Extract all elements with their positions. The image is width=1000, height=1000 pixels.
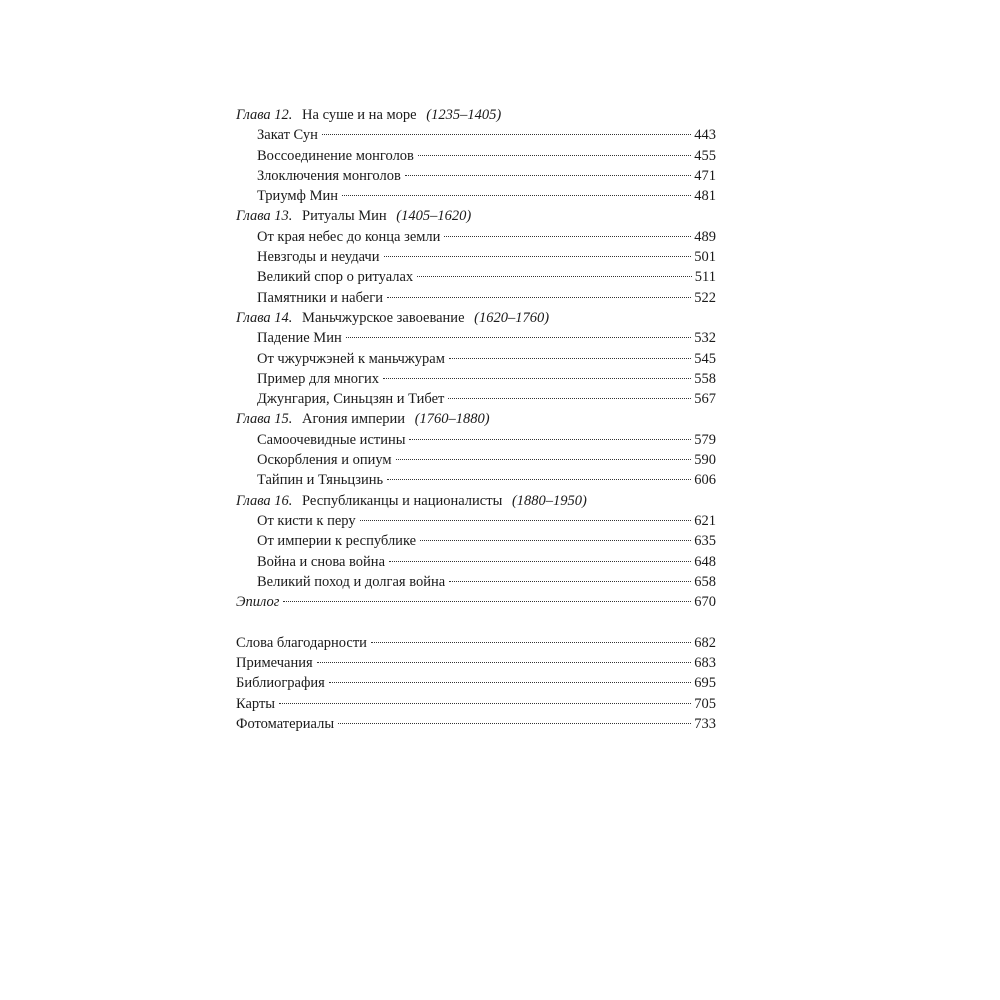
dot-leader — [317, 662, 692, 663]
entry-page: 648 — [694, 553, 716, 570]
toc-entry — [236, 511, 716, 531]
entry-page: 705 — [694, 695, 716, 712]
toc-entry-back-matter — [236, 694, 716, 714]
dot-leader — [383, 378, 691, 379]
entry-label: Закат Сун — [257, 127, 318, 144]
entry-label: Слова благодарности — [236, 634, 367, 651]
chapter-number: Глава 13. — [236, 208, 293, 225]
entry-label: Самоочевидные истины — [257, 431, 406, 448]
dot-leader — [409, 439, 691, 440]
entry-page: 590 — [694, 452, 716, 469]
chapter-years: (1405–1620) — [396, 208, 472, 225]
entry-page: 443 — [694, 127, 716, 144]
toc-entry — [236, 328, 716, 348]
dot-leader — [387, 297, 691, 298]
entry-label: От края небес до конца земли — [257, 228, 441, 245]
entry-page: 606 — [694, 472, 716, 489]
toc-entry — [236, 531, 716, 551]
chapter-number: Глава 12. — [236, 107, 293, 123]
chapter-heading — [236, 308, 716, 328]
dot-leader — [405, 175, 691, 176]
entry-page: 489 — [694, 228, 716, 245]
entry-label: Великий спор о ритуалах — [257, 269, 414, 286]
dot-leader — [371, 642, 691, 643]
entry-page: 683 — [694, 655, 716, 672]
entry-page: 545 — [694, 350, 716, 367]
entry-page: 635 — [694, 533, 716, 550]
dot-leader — [279, 703, 691, 704]
chapter-title: Маньчжурское завоевание — [302, 309, 465, 326]
chapter-years: (1620–1760) — [474, 309, 550, 326]
entry-label: Фотоматериалы — [236, 715, 335, 732]
entry-label: Великий поход и долгая война — [257, 573, 446, 590]
entry-label: Примечания — [236, 655, 313, 672]
entry-page: 658 — [694, 573, 716, 590]
entry-page: 471 — [694, 167, 716, 184]
entry-label: Эпилог — [236, 594, 280, 611]
toc-entry — [236, 349, 716, 369]
entry-page: 733 — [694, 715, 716, 732]
entry-label: От империи к республике — [257, 533, 417, 550]
chapter-heading — [236, 409, 716, 429]
entry-label: Воссоединение монголов — [257, 147, 414, 164]
entry-label: Пример для многих — [257, 370, 380, 387]
table-of-contents — [236, 105, 716, 734]
chapter-heading — [236, 491, 716, 511]
entry-page: 558 — [694, 370, 716, 387]
entry-label: Невзгоды и неудачи — [257, 249, 380, 266]
chapter-heading — [236, 206, 716, 226]
toc-entry — [236, 430, 716, 450]
chapter-title: Республиканцы и националисты — [302, 492, 503, 509]
toc-entry — [236, 450, 716, 470]
entry-label: Памятники и набеги — [257, 289, 383, 306]
entry-page: 532 — [694, 330, 716, 347]
toc-entry — [236, 288, 716, 308]
entry-page: 670 — [694, 594, 716, 611]
dot-leader — [396, 459, 692, 460]
dot-leader — [283, 601, 691, 602]
chapter-years: (1760–1880) — [414, 411, 490, 428]
dot-leader — [448, 398, 691, 399]
toc-entry-epilogue — [236, 592, 716, 612]
chapter-number: Глава 15. — [236, 411, 293, 428]
section-spacer — [236, 612, 716, 632]
entry-label: От чжурчжэней к маньчжурам — [257, 350, 445, 367]
entry-label: Тайпин и Тяньцзинь — [257, 472, 384, 489]
dot-leader — [444, 236, 691, 237]
entry-label: Карты — [236, 695, 276, 712]
dot-leader — [420, 540, 691, 541]
dot-leader — [338, 723, 691, 724]
dot-leader — [417, 276, 692, 277]
entry-page: 511 — [694, 269, 716, 286]
entry-label: Оскорбления и опиум — [257, 452, 392, 469]
entry-label: Джунгария, Синьцзян и Тибет — [257, 391, 445, 408]
dot-leader — [389, 561, 691, 562]
entry-label: Злоключения монголов — [257, 167, 401, 184]
dot-leader — [360, 520, 692, 521]
dot-leader — [418, 155, 691, 156]
chapter-number: Глава 14. — [236, 309, 293, 326]
entry-label: Библиография — [236, 675, 325, 692]
dot-leader — [449, 358, 691, 359]
toc-entry — [236, 146, 716, 166]
dot-leader — [384, 256, 692, 257]
entry-page: 455 — [694, 147, 716, 164]
entry-label: Триумф Мин — [257, 188, 338, 205]
toc-entry — [236, 186, 716, 206]
chapter-title: На суше и на море — [302, 107, 417, 123]
chapter-years: (1880–1950) — [511, 492, 587, 509]
toc-entry — [236, 389, 716, 409]
entry-page: 522 — [694, 289, 716, 306]
dot-leader — [449, 581, 691, 582]
entry-page: 481 — [694, 188, 716, 205]
dot-leader — [329, 682, 691, 683]
toc-entry — [236, 572, 716, 592]
entry-page: 567 — [694, 391, 716, 408]
chapter-number: Глава 16. — [236, 492, 293, 509]
entry-page: 579 — [694, 431, 716, 448]
chapter-years: (1235–1405) — [426, 107, 502, 123]
toc-entry — [236, 552, 716, 572]
toc-entry — [236, 227, 716, 247]
toc-entry-back-matter — [236, 653, 716, 673]
entry-label: Война и снова война — [257, 553, 386, 570]
entry-page: 621 — [694, 512, 716, 529]
toc-entry — [236, 369, 716, 389]
dot-leader — [322, 134, 691, 135]
chapter-title: Ритуалы Мин — [302, 208, 387, 225]
toc-entry — [236, 470, 716, 490]
toc-entry — [236, 267, 716, 287]
toc-entry-back-matter — [236, 714, 716, 734]
toc-entry — [236, 247, 716, 267]
chapter-heading — [236, 105, 716, 125]
dot-leader — [342, 195, 691, 196]
toc-entry — [236, 166, 716, 186]
toc-entry-back-matter — [236, 633, 716, 653]
toc-entry — [236, 125, 716, 145]
entry-label: Падение Мин — [257, 330, 342, 347]
entry-page: 501 — [694, 249, 716, 266]
entry-page: 682 — [694, 634, 716, 651]
chapter-title: Агония империи — [302, 411, 406, 428]
entry-page: 695 — [694, 675, 716, 692]
entry-label: От кисти к перу — [257, 512, 356, 529]
toc-entry-back-matter — [236, 673, 716, 693]
dot-leader — [346, 337, 692, 338]
dot-leader — [387, 479, 691, 480]
